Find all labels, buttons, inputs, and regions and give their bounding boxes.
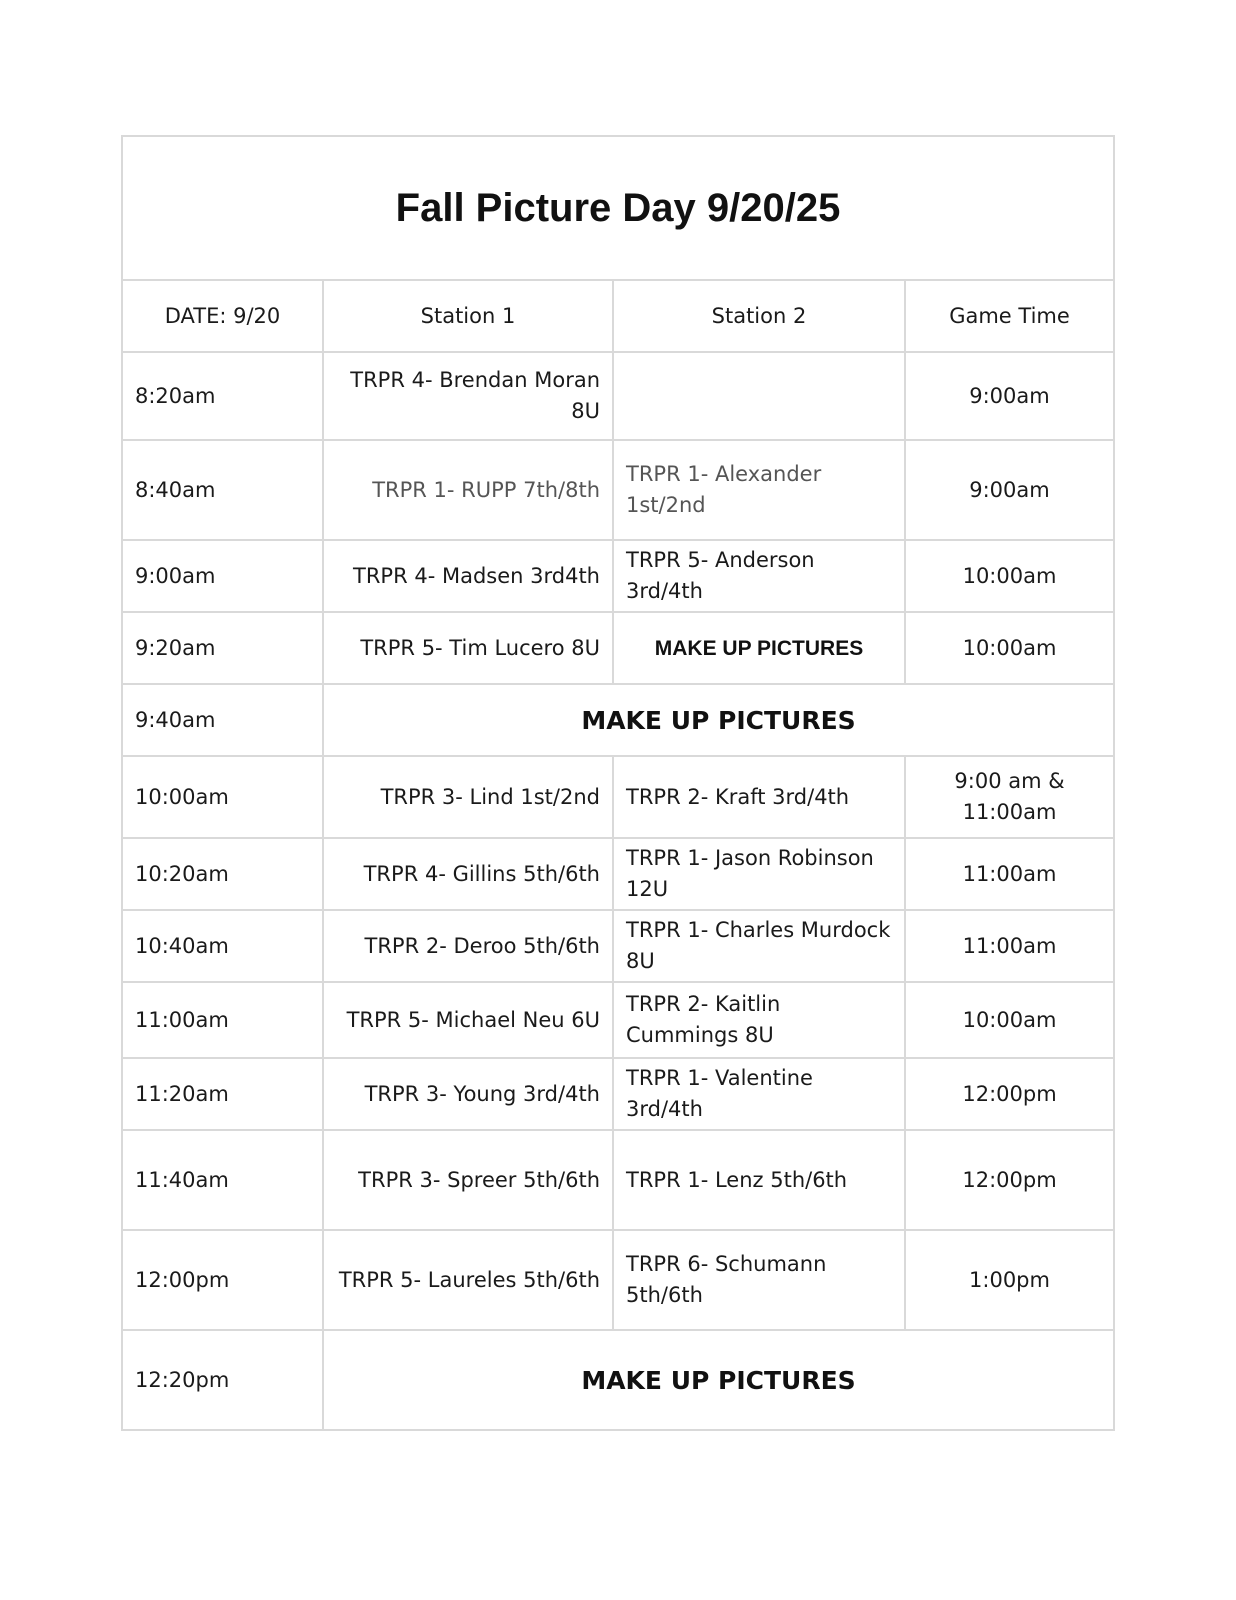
station-2-cell: TRPR 5- Anderson 3rd/4th (613, 540, 905, 612)
game-time-cell: 10:00am (905, 612, 1114, 684)
table-row (122, 756, 1114, 838)
header-date: DATE: 9/20 (122, 280, 323, 352)
game-time-cell: 9:00 am & 11:00am (905, 756, 1114, 838)
station-2-cell: TRPR 6- Schumann 5th/6th (613, 1230, 905, 1330)
time-cell: 8:40am (122, 440, 323, 540)
station-1-cell: TRPR 5- Laureles 5th/6th (323, 1230, 613, 1330)
station-2-cell: TRPR 1- Lenz 5th/6th (613, 1130, 905, 1230)
station-2-cell: TRPR 2- Kraft 3rd/4th (613, 756, 905, 838)
makeup-banner: MAKE UP PICTURES (323, 684, 1114, 756)
time-cell: 10:20am (122, 838, 323, 910)
game-time-cell: 10:00am (905, 540, 1114, 612)
time-cell: 9:20am (122, 612, 323, 684)
game-time-cell: 1:00pm (905, 1230, 1114, 1330)
header-station-1: Station 1 (323, 280, 613, 352)
station-2-cell: TRPR 1- Valentine 3rd/4th (613, 1058, 905, 1130)
header-game-time: Game Time (905, 280, 1114, 352)
page-title: Fall Picture Day 9/20/25 (122, 136, 1114, 280)
time-cell: 11:40am (122, 1130, 323, 1230)
station-2-cell: TRPR 1- Charles Murdock 8U (613, 910, 905, 982)
station-1-cell: TRPR 4- Brendan Moran 8U (323, 352, 613, 440)
game-time-cell: 10:00am (905, 982, 1114, 1058)
game-time-cell: 12:00pm (905, 1058, 1114, 1130)
game-time-cell: 9:00am (905, 440, 1114, 540)
time-cell: 11:20am (122, 1058, 323, 1130)
time-cell: 9:40am (122, 684, 323, 756)
time-cell: 9:00am (122, 540, 323, 612)
table-row (122, 540, 1114, 612)
time-cell: 10:40am (122, 910, 323, 982)
station-1-cell: TRPR 3- Lind 1st/2nd (323, 756, 613, 838)
table-row (122, 1330, 1114, 1430)
station-2-cell: TRPR 1- Alexander 1st/2nd (613, 440, 905, 540)
station-1-cell: TRPR 2- Deroo 5th/6th (323, 910, 613, 982)
station-1-cell: TRPR 4- Madsen 3rd4th (323, 540, 613, 612)
table-row (122, 440, 1114, 540)
table-row (122, 910, 1114, 982)
station-2-cell: TRPR 1- Jason Robinson 12U (613, 838, 905, 910)
game-time-cell: 9:00am (905, 352, 1114, 440)
station-2-cell: MAKE UP PICTURES (613, 612, 905, 684)
station-1-cell: TRPR 5- Michael Neu 6U (323, 982, 613, 1058)
table-row (122, 612, 1114, 684)
time-cell: 12:00pm (122, 1230, 323, 1330)
time-cell: 11:00am (122, 982, 323, 1058)
table-row (122, 352, 1114, 440)
station-1-cell: TRPR 5- Tim Lucero 8U (323, 612, 613, 684)
game-time-cell: 11:00am (905, 910, 1114, 982)
table-row (122, 982, 1114, 1058)
station-2-cell: TRPR 2- Kaitlin Cummings 8U (613, 982, 905, 1058)
table-row (122, 838, 1114, 910)
header-station-2: Station 2 (613, 280, 905, 352)
time-cell: 8:20am (122, 352, 323, 440)
schedule-table (121, 135, 1115, 1431)
game-time-cell: 12:00pm (905, 1130, 1114, 1230)
table-row (122, 1058, 1114, 1130)
time-cell: 10:00am (122, 756, 323, 838)
table-row (122, 1130, 1114, 1230)
station-1-cell: TRPR 3- Spreer 5th/6th (323, 1130, 613, 1230)
station-1-cell: TRPR 4- Gillins 5th/6th (323, 838, 613, 910)
time-cell: 12:20pm (122, 1330, 323, 1430)
station-1-cell: TRPR 3- Young 3rd/4th (323, 1058, 613, 1130)
game-time-cell: 11:00am (905, 838, 1114, 910)
station-2-cell (613, 352, 905, 440)
table-row (122, 1230, 1114, 1330)
station-1-cell: TRPR 1- RUPP 7th/8th (323, 440, 613, 540)
makeup-banner: MAKE UP PICTURES (323, 1330, 1114, 1430)
table-row (122, 684, 1114, 756)
